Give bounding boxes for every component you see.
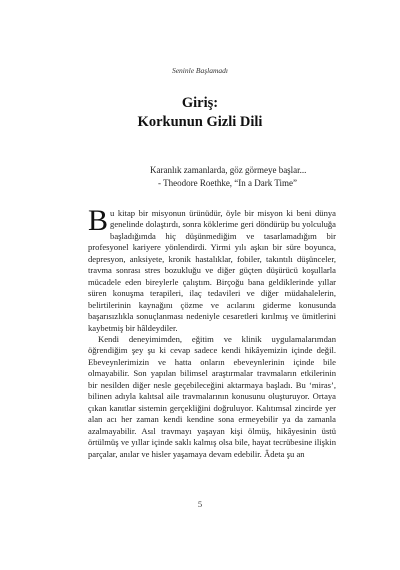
chapter-title-line2: Korkunun Gizli Dili <box>137 114 263 130</box>
chapter-title <box>0 94 400 132</box>
epigraph <box>150 164 350 190</box>
epigraph-attribution: - Theodore Roethke, “In a Dark Time” <box>158 178 298 188</box>
epigraph-quote: Karanlık zamanlarda, göz görmeye başlar... <box>150 165 307 175</box>
paragraph-1-text: u kitap bir misyonun ürünüdür, öyle bir misyon ki beni dünya genelinde dolaştırdı, sonra köklerime geri döndürüp bu yolculuğa başladığımda hiç düşünmediğim ve tasarlamadığım bir profesyonel kariyere yönlendirdi. Yirmi yılı aşkın bir süre boyunca, depresyon, anksiyete, kronik hastalıklar, fobiler, takıntılı düşünceler, travma sonrası stres bozukluğu ve diğer güçten düşürücü koşullarla mücadele eden bireylerle çalıştım. Birçoğu bana geldiklerinde yıllar süren konuşma terapileri, ilaç tedavileri ve diğer müdahalelerin, belirtilerinin kaynağını çözme ve acılarını giderme konusunda başarısızlıkla sonuçlanması nedeniyle cesaretleri kırılmış ve ümitlerini kaybetmiş bir hâldeydiler. <box>88 208 336 333</box>
running-head: Seninle Başlamadı <box>171 66 229 75</box>
body-text <box>88 204 336 460</box>
drop-cap: B <box>88 204 109 237</box>
paragraph-1 <box>88 204 336 334</box>
chapter-title-line1: Giriş: <box>181 95 219 111</box>
page-number: 5 <box>197 499 203 509</box>
paragraph-2: Kendi deneyimimden, eğitim ve klinik uygulamalarımdan öğrendiğim şey şu ki cevap sadece kendi hikâyemizin içinde değil. Ebeveynlerimizin ve hatta onların ebeveynlerinin içinde bile olmayabilir. Son yapılan bilimsel araştırmalar travmaların etkilerinin bir nesilden diğer nesle geçebileceğini aktarmaya başladı. Bu ‘miras’, bilinen adıyla kalıtsal aile travmalarının konusunu oluşturuyor. Ortaya çıkan kanıtlar sistemin gerçekliğini doğruluyor. Kalıtımsal zincirde yer alan acı her zaman kendi kendine sona ermeyebilir ya da zamanla azalmayabilir. Asıl travmayı yaşayan kişi ölmüş, hikâyesinin üstü örtülmüş ve yıllar içinde saklı kalmış olsa bile, hayat tecrübesine ilişkin parçalar, anılar ve hisler yaşamaya devam edebilir. Âdeta şu an <box>88 333 336 459</box>
